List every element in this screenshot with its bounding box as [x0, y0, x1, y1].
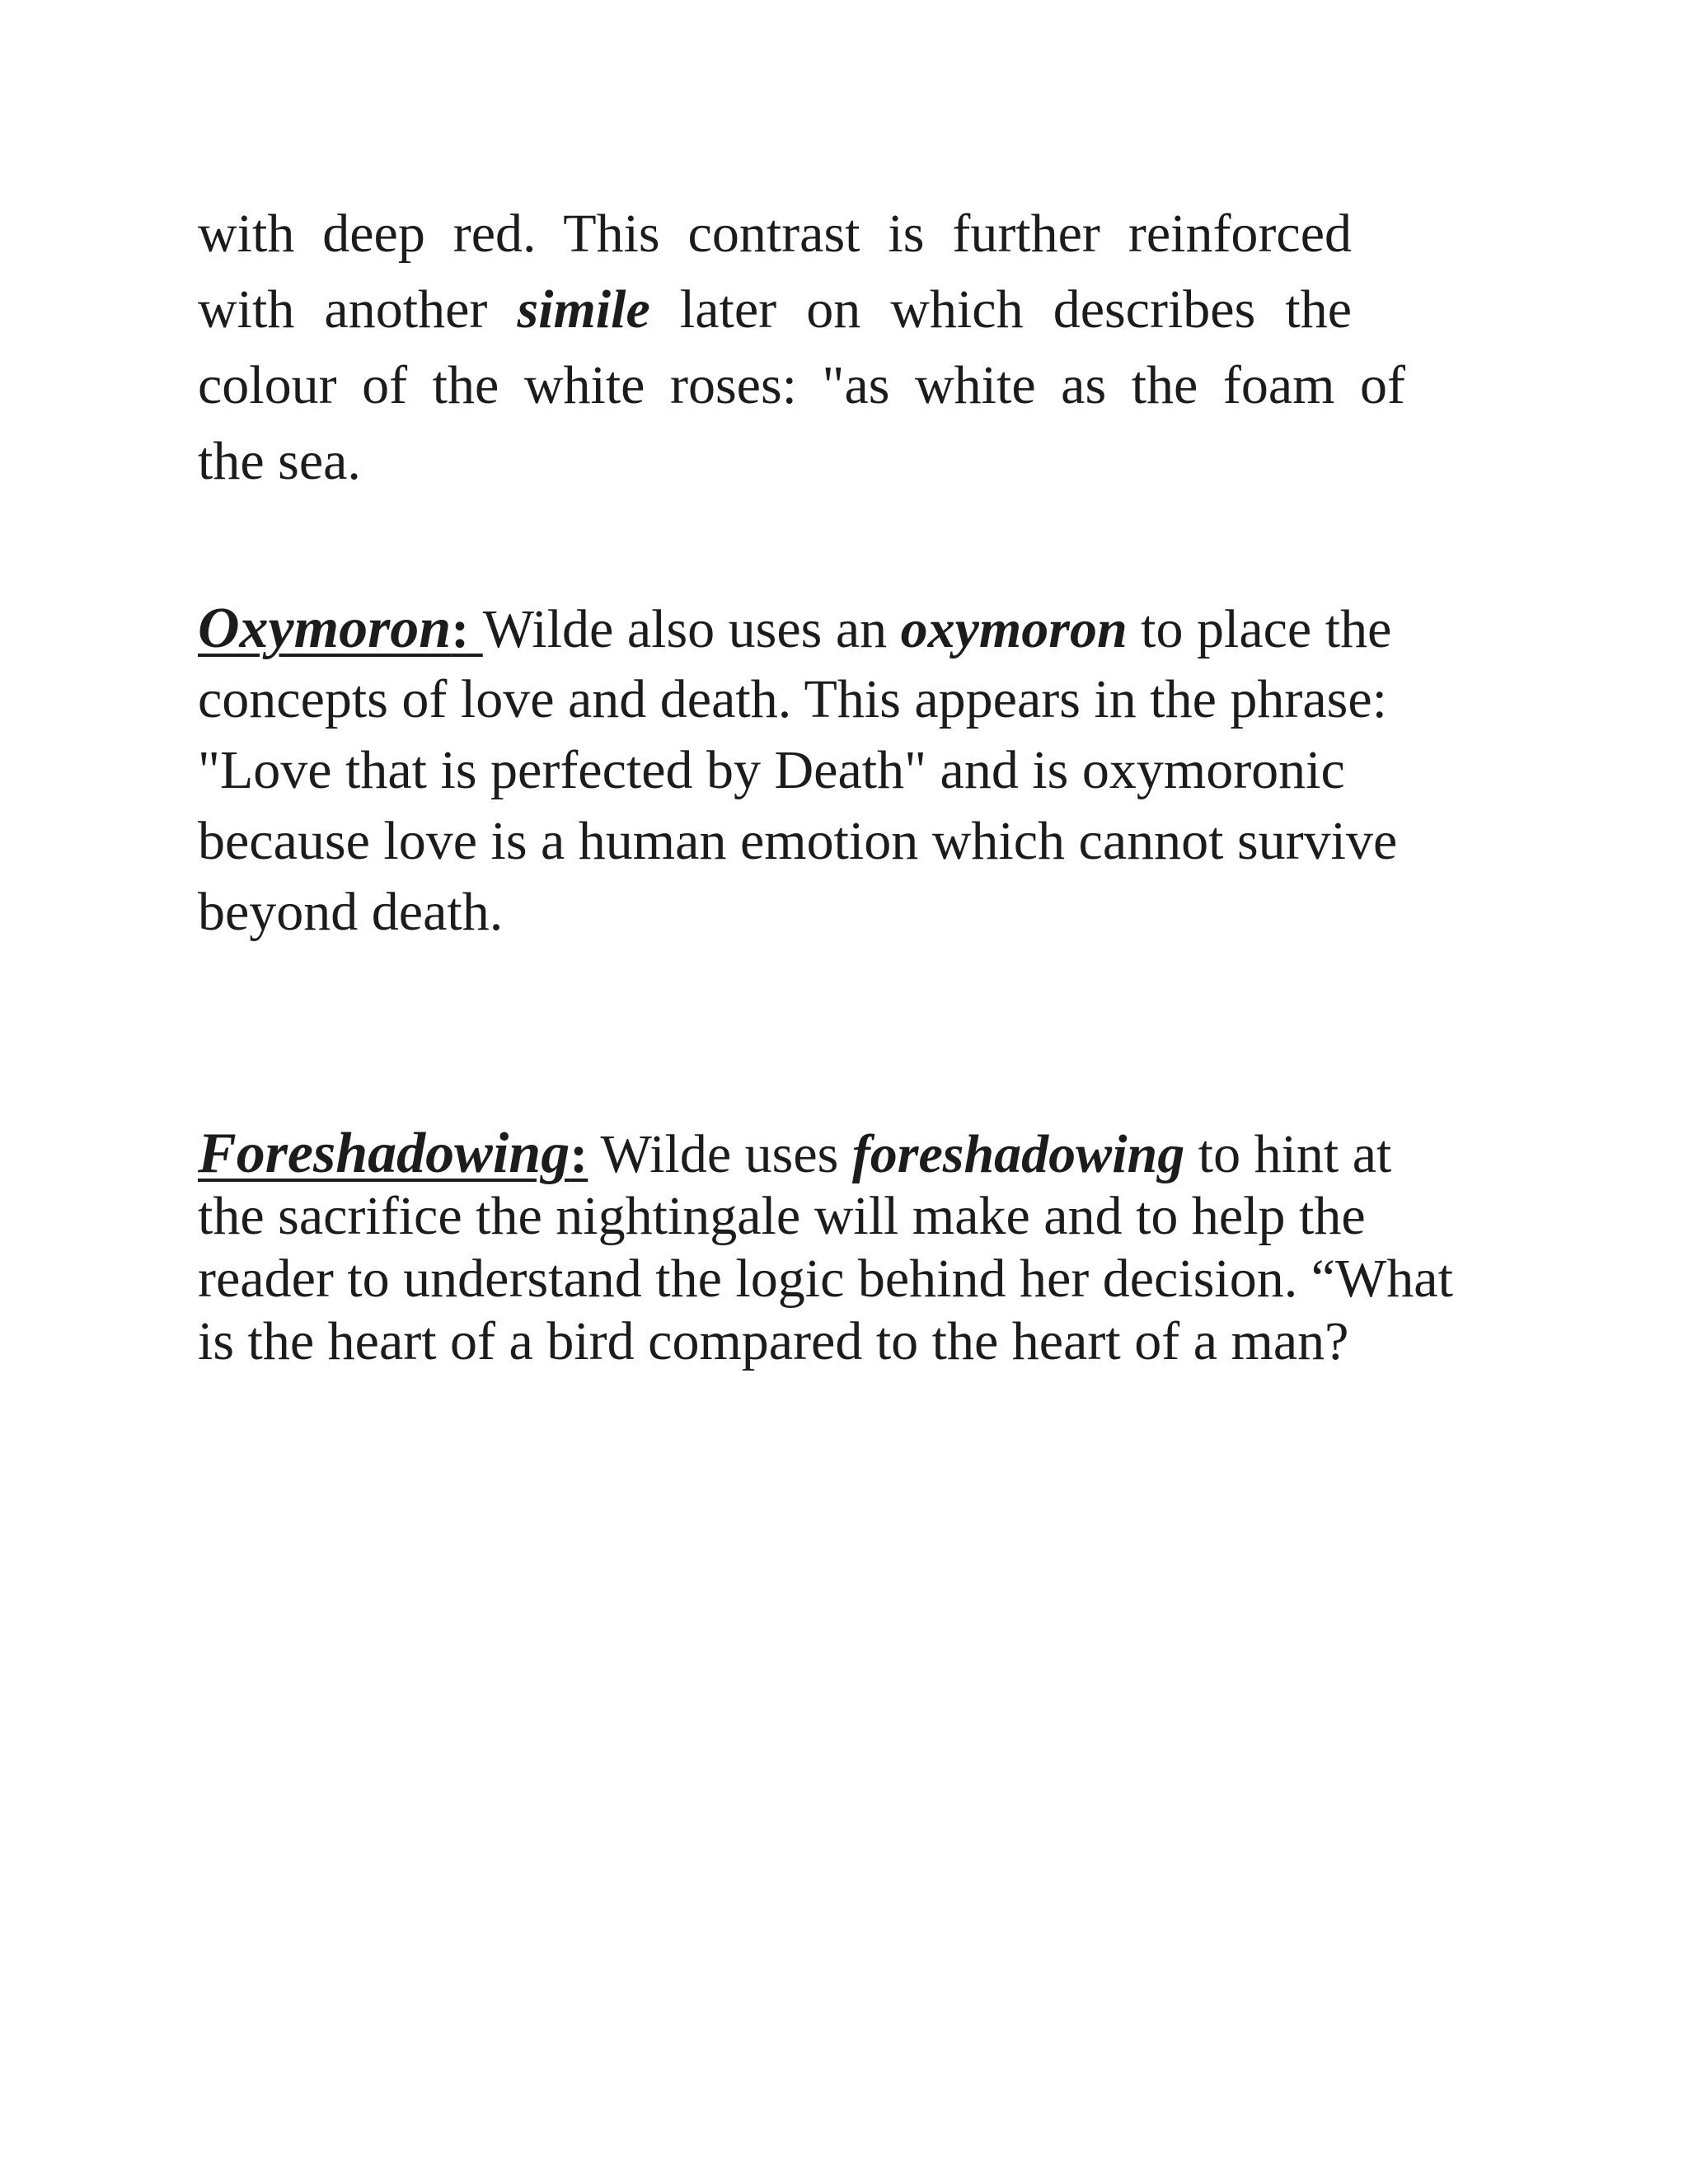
- text-span: later on which describes the: [649, 279, 1352, 340]
- text-line: with deep red. This contrast is further reinforced: [198, 204, 1352, 264]
- text-line: reader to understand the logic behind her decision. “What: [198, 1249, 1453, 1309]
- text-line: [198, 593, 1484, 664]
- term-foreshadowing: foreshadowing: [851, 1124, 1185, 1184]
- text-span: Wilde uses: [588, 1124, 852, 1184]
- text-line: [198, 272, 1352, 348]
- text-span: Wilde also uses an: [482, 599, 901, 659]
- paragraph-oxymoron: [198, 593, 1484, 948]
- text-span: to place the: [1127, 599, 1392, 659]
- text-line: concepts of love and death. This appears in the phrase:: [198, 669, 1387, 729]
- paragraph-foreshadowing: [198, 1122, 1484, 1373]
- text-line: beyond death.: [198, 882, 504, 942]
- term-oxymoron: oxymoron: [900, 599, 1128, 659]
- text-line: because love is a human emotion which cannot survive: [198, 811, 1398, 871]
- text-line: [198, 1122, 1484, 1185]
- text-line: "Love that is perfected by Death" and is oxymoronic: [198, 740, 1345, 800]
- text-span: with another: [198, 279, 518, 340]
- heading-colon: :: [451, 599, 483, 659]
- term-simile: simile: [517, 279, 650, 340]
- text-span: to hint at: [1184, 1124, 1392, 1184]
- paragraph-simile-continuation: [198, 196, 1484, 499]
- heading-colon: :: [570, 1124, 588, 1184]
- section-heading-oxymoron: Oxymoron: [198, 597, 452, 660]
- text-line: is the heart of a bird compared to the heart of a man?: [198, 1311, 1349, 1371]
- section-heading-foreshadowing: Foreshadowing: [198, 1122, 570, 1185]
- text-line: colour of the white roses: "as white as the foam of: [198, 355, 1405, 415]
- text-line: the sea.: [198, 431, 361, 491]
- text-line: the sacrifice the nightingale will make and to help the: [198, 1186, 1366, 1246]
